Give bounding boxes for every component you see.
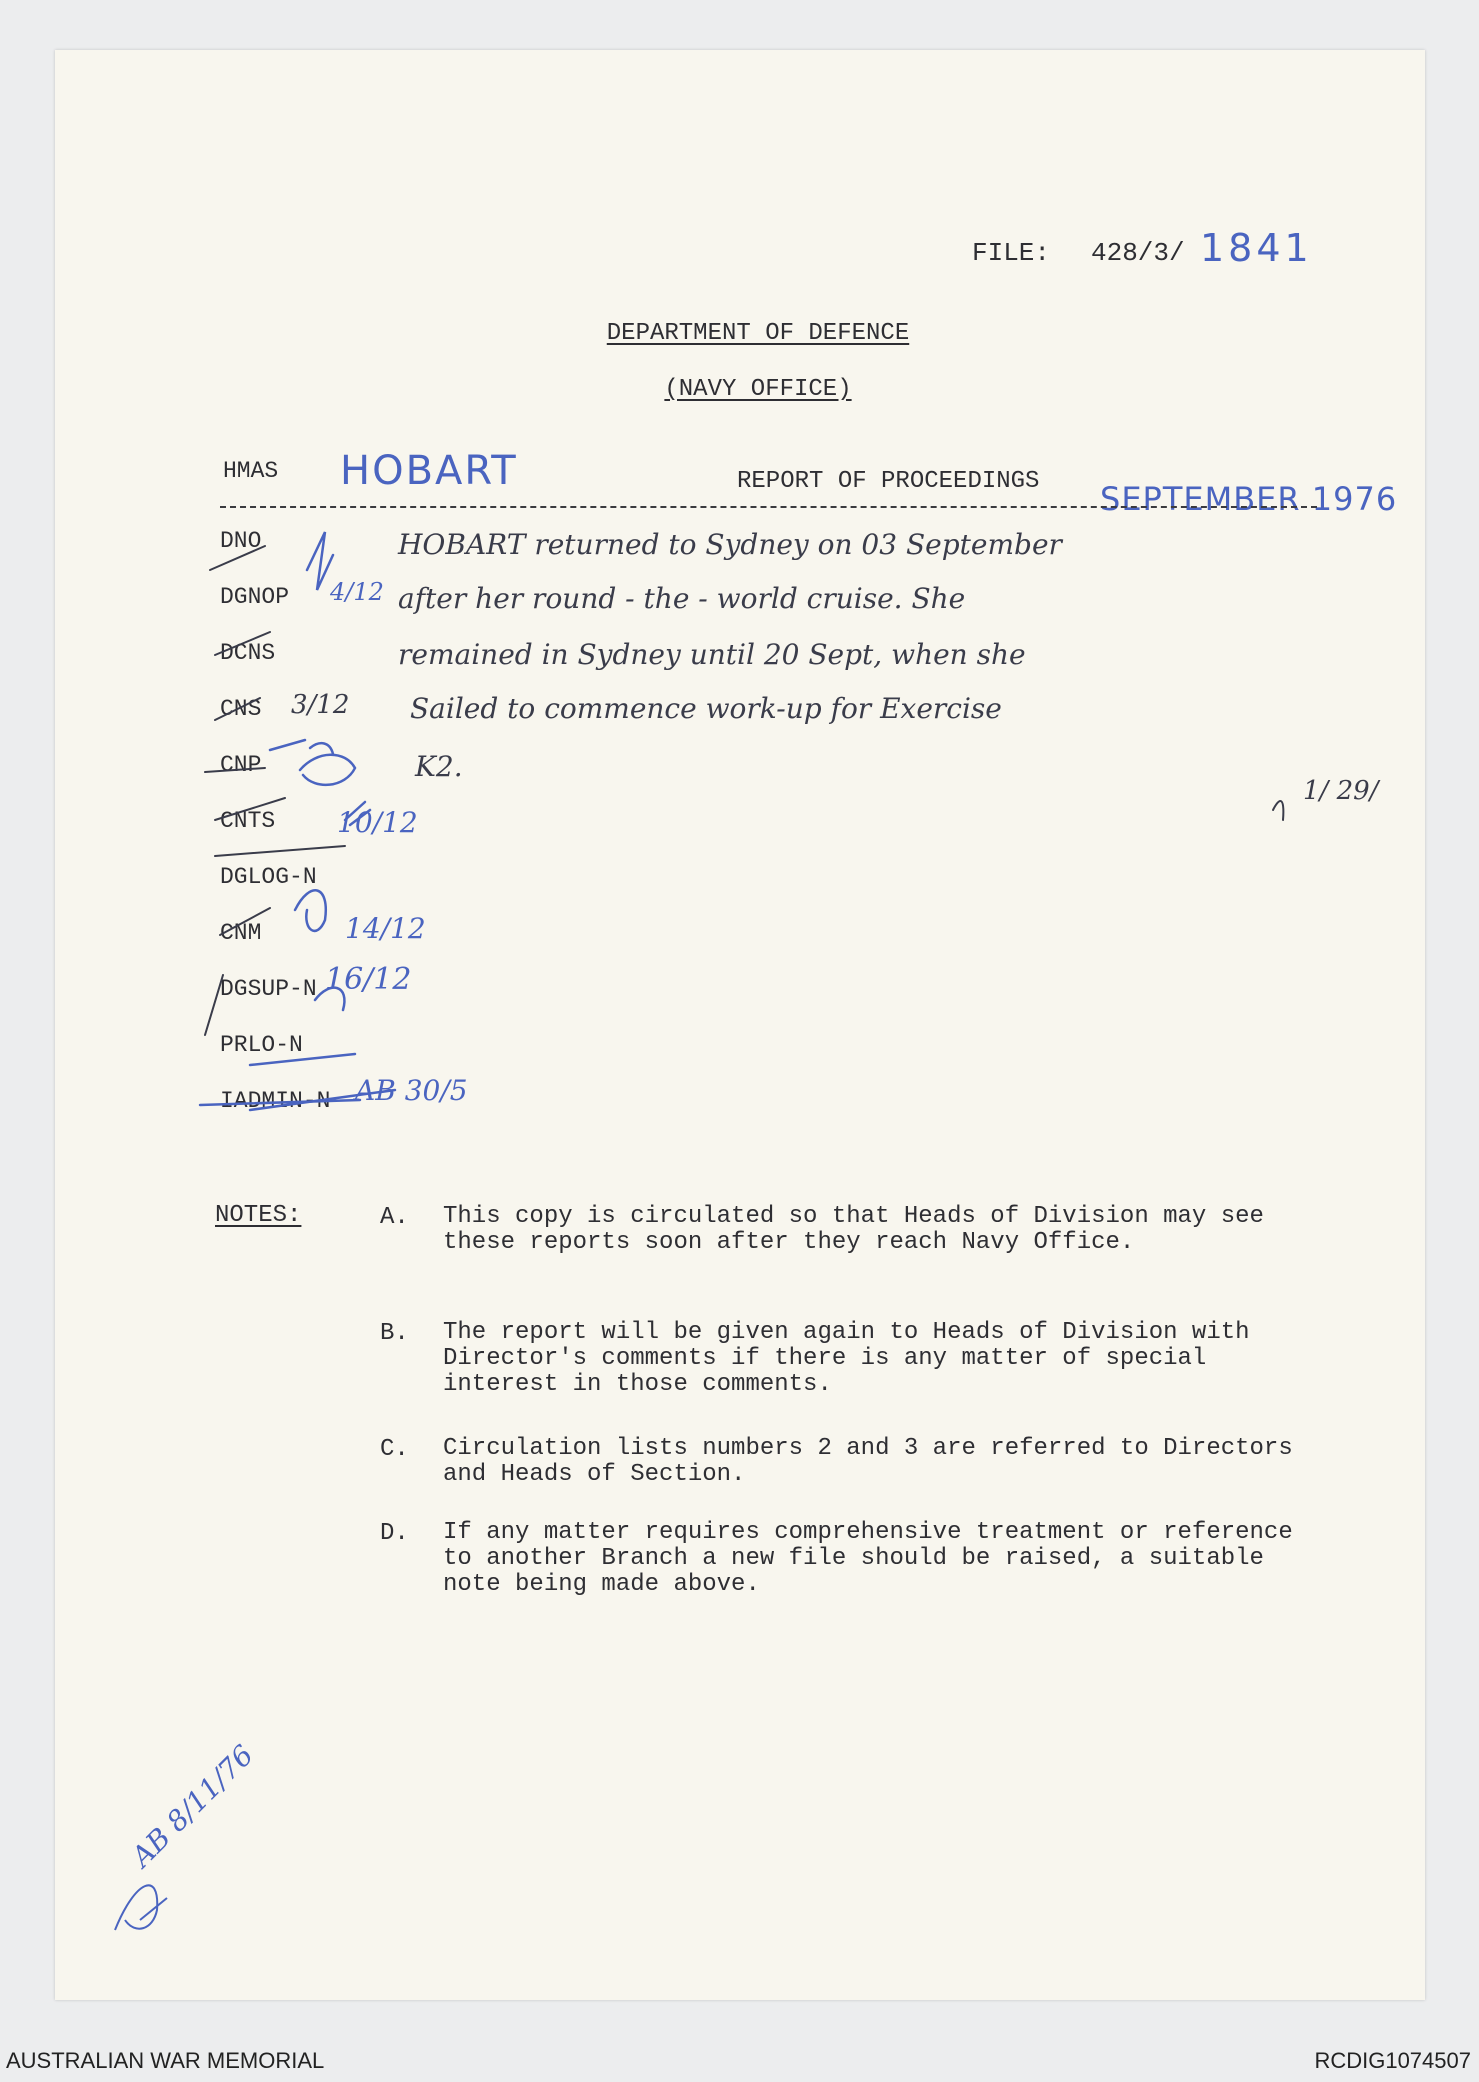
ship-prefix: HMAS — [223, 458, 279, 484]
distribution-item: CNTS — [220, 808, 276, 834]
initial-iadmin: AB 30/5 — [355, 1074, 468, 1107]
summary-line: after her round - the - world cruise. She — [398, 582, 966, 615]
report-label: REPORT OF PROCEEDINGS — [737, 468, 1040, 495]
file-label: FILE: — [972, 238, 1051, 268]
distribution-item: CNP — [220, 752, 262, 778]
summary-line: remained in Sydney until 20 Sept, when she — [398, 638, 1026, 671]
initial-cns: 3/12 — [291, 690, 350, 720]
margin-initial: 1/ 29/ — [1303, 776, 1379, 806]
distribution-item: CNS — [220, 696, 262, 722]
note-text: Circulation lists numbers 2 and 3 are referred to Directors and Heads of Section. — [443, 1435, 1293, 1488]
footer-right: RCDIG1074507 — [1314, 2048, 1471, 2073]
initial-cntp: 10/12 — [337, 806, 418, 839]
note-text: The report will be given again to Heads of Division with Director's comments if there is any matter of special interest in those comments. — [443, 1319, 1250, 1398]
initial-dgsup: 16/12 — [325, 962, 412, 997]
summary-line: Sailed to commence work-up for Exercise — [410, 692, 1002, 725]
file-number-typed: 428/3/ — [1091, 238, 1185, 268]
notes-label: NOTES: — [215, 1202, 302, 1229]
distribution-item: CNM — [220, 920, 262, 946]
note-letter: C. — [380, 1436, 409, 1463]
summary-line: HOBART returned to Sydney on 03 September — [398, 528, 1062, 561]
distribution-item: IADMIN-N — [220, 1088, 331, 1114]
distribution-item: DGNOP — [220, 584, 290, 610]
distribution-item: DCNS — [220, 640, 276, 666]
initial-dgnop: 4/12 — [330, 578, 384, 606]
department-title: DEPARTMENT OF DEFENCE — [606, 320, 910, 347]
note-letter: B. — [380, 1320, 409, 1347]
initial-cnm: 14/12 — [345, 912, 426, 945]
note-text: This copy is circulated so that Heads of Division may see these reports soon after they reach Navy Office. — [443, 1203, 1264, 1256]
note-text: If any matter requires comprehensive treatment or reference to another Branch a new file should be raised, a suitable note being made above. — [443, 1519, 1293, 1598]
distribution-item: DNO — [220, 528, 262, 554]
office-title: (NAVY OFFICE) — [664, 376, 852, 403]
note-letter: D. — [380, 1520, 409, 1547]
distribution-item: PRLO-N — [220, 1032, 303, 1058]
file-number-handwritten: 1841 — [1200, 226, 1313, 270]
distribution-item: DGSUP-N — [220, 976, 317, 1002]
report-period: SEPTEMBER 1976 — [1100, 480, 1398, 518]
summary-line: K2. — [415, 750, 463, 783]
document-page — [55, 50, 1425, 2000]
distribution-item: DGLOG-N — [220, 864, 317, 890]
ship-name: HOBART — [340, 448, 518, 494]
footer-left: AUSTRALIAN WAR MEMORIAL — [6, 2048, 325, 2073]
bottom-annotation: AB 8/11/76 — [125, 1738, 260, 1874]
note-letter: A. — [380, 1204, 409, 1231]
annotation-marks — [55, 50, 1425, 2000]
